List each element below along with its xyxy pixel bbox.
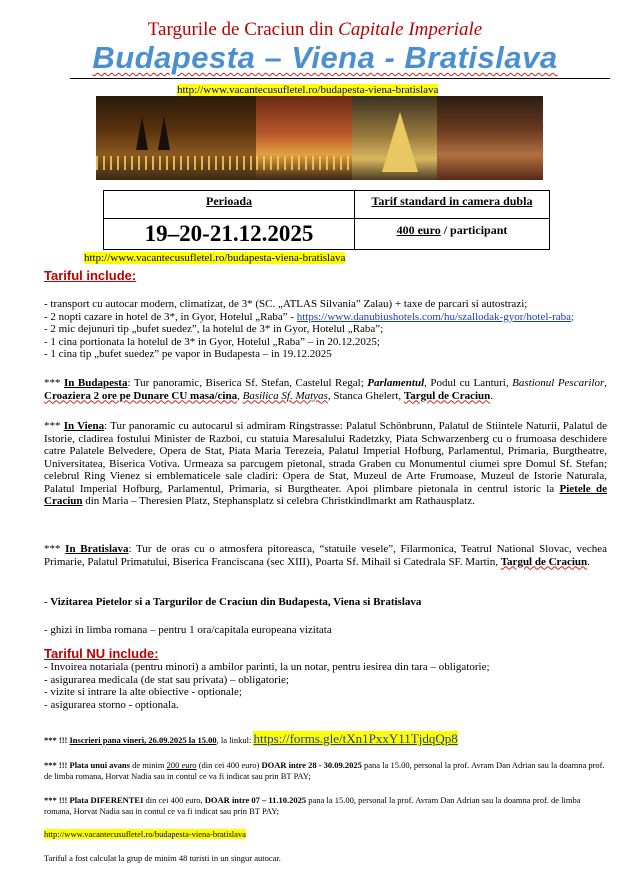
list-item: - asigurarea medicala (de stat sau privata) – obligatorie;: [44, 673, 289, 686]
price-suffix: / participant: [440, 223, 508, 237]
markets-text: Pietele de Craciun: [44, 482, 607, 507]
city-label: In Viena: [63, 420, 105, 432]
church-spire: [136, 116, 148, 150]
not-included-list: [44, 661, 614, 711]
title-text: Targurile de Craciun din: [147, 19, 339, 40]
para-prefix: *** !!!: [44, 795, 70, 805]
market-text: Targul de Craciun: [500, 555, 588, 568]
cruise-text: Croaziera 2 ore pe Dunare CU masa/cina: [44, 389, 238, 402]
list-item: - 1 cina tip „bufet suedez” pe vapor in Budapesta – in 19.12.2025: [44, 348, 332, 360]
church-spire: [158, 116, 170, 150]
vienna-paragraph: [44, 420, 607, 508]
subtitle-text: Budapesta – Viena - Bratislava: [92, 40, 558, 75]
list-item: - Invoirea notariala (pentru minori) a ambilor parinti, la un notar, pentru iesirea din tara – obligatorie;: [44, 661, 490, 673]
market-lights: [96, 156, 256, 170]
para-prefix: ***: [44, 543, 66, 555]
page-title: [0, 19, 630, 41]
bratislava-paragraph: [44, 543, 607, 568]
price-value: [355, 223, 549, 238]
registration-line: [44, 733, 609, 746]
photo-dolls: [437, 96, 543, 180]
para-text: : Tur panoramic, Biserica Sf. Stefan, Castelul Regal;: [127, 377, 368, 389]
list-item: [44, 311, 614, 324]
hotel-link[interactable]: https://www.danubiushotels.com/hu/szallodak-gyor/hotel-raba;: [296, 310, 575, 323]
para-prefix: *** !!!: [44, 735, 70, 745]
list-item: - vizite si intrare la alte obiective - optionale;: [44, 686, 242, 698]
not-included-heading: Tariful NU include:: [44, 646, 159, 661]
highlight-text: Parlamentul: [367, 377, 425, 389]
para-text: , Podul cu Lanturi,: [424, 377, 513, 389]
footer-link[interactable]: http://www.vacantecusufletel.ro/budapesta-viena-bratislava: [44, 829, 246, 839]
market-text: Targul de Craciun: [403, 389, 491, 402]
price-header: Tarif standard in camera dubla: [371, 194, 533, 208]
included-list: [44, 298, 614, 361]
para-prefix: *** !!!: [44, 760, 70, 770]
header-link[interactable]: http://www.vacantecusufletel.ro/budapesta-viena-bratislava: [177, 84, 439, 96]
list-item: - transport cu autocar modern, climatizat, de 3* (SC. „ATLAS Silvania” Zalau) + taxe de parcari si autostrazi;: [44, 298, 528, 310]
payment2-paragraph: [44, 795, 609, 817]
para-prefix: ***: [44, 377, 65, 389]
para-text: din Maria – Theresien Platz, Stephansplatz si celebra Christkindlmarkt am Rathausplatz.: [82, 495, 475, 507]
para-prefix: ***: [44, 420, 64, 432]
payment1-paragraph: [44, 760, 609, 782]
para-text: : Tur de oras cu o atmosfera pitoreasca, “statuile vesele”, Filarmonica, Teatrul National Slovac, vechea Primarie, Palatul Primatului, Biserica Franciscana (sec XIII), Poarta Sf. Mihail si Catedrala SF. Martin,: [44, 543, 607, 568]
highlight-text: Bastionul Pescarilor: [512, 377, 605, 389]
para-text: .: [587, 555, 590, 568]
para-text: pana la 15.00, personal la prof. Avram Dan Adrian sau la doamna prof. de limba romana, Horvat Nadia sau in contul ce va fi indicat sau prin BT PAY;: [44, 795, 581, 816]
title-divider: [70, 78, 610, 79]
photo-market-stalls: [256, 96, 352, 180]
para-text: , la linkul:: [216, 735, 254, 745]
para-text: de minim: [129, 760, 167, 770]
christmas-tree: [382, 112, 418, 172]
bold-text: Plata unui avans: [69, 760, 130, 770]
para-text: , Stanca Ghelert,: [327, 389, 404, 402]
para-text: ,: [237, 389, 243, 402]
price-amount: 400 euro: [396, 223, 441, 237]
para-text: ,: [604, 377, 608, 389]
bold-text: DOAR intre 28 - 30.09.2025: [261, 760, 362, 770]
page-subtitle: [0, 40, 630, 76]
guides-line: - ghizi in limba romana – pentru 1 ora/capitala europeana vizitata: [44, 624, 332, 636]
para-text: din cei 400 euro,: [143, 795, 205, 805]
bold-text: DOAR intre 07 – 11.10.2025: [204, 795, 307, 805]
photo-prague-market: [96, 96, 256, 180]
list-item: - 1 cina portionata la hotelul de 3* in Gyor, Hotelul „Raba” – in 20.12.2025;: [44, 335, 380, 348]
registration-label: Inscrieri pana vineri, 26.09.2025 la 15.00: [69, 735, 217, 745]
amount-text: 200 euro: [166, 760, 197, 770]
period-header: Perioada: [206, 194, 252, 208]
list-item: - asigurarea storno - optionala.: [44, 698, 179, 711]
list-item-text: - 2 nopti cazare in hotel de 3*, in Gyor, Hotelul „Raba” -: [44, 310, 297, 323]
budapest-paragraph: [44, 377, 607, 402]
form-link[interactable]: https://forms.gle/tXn1PxxY11TjdqQp8: [253, 731, 458, 746]
photo-strip: [96, 96, 543, 180]
city-label: In Budapesta: [64, 377, 128, 389]
highlight-text: Basilica Sf. Matyas: [242, 389, 328, 402]
table-link[interactable]: http://www.vacantecusufletel.ro/budapesta-viena-bratislava: [84, 252, 346, 264]
para-text: : Tur panoramic cu autocarul si admiram Ringstrasse: Palatul Schönbrunn, Palatul de Stiintele Naturii, Palatul de Istorie, cladirea fostului Minister de Razboi, cu statuia Maresalului Radetzky, Piata Schwarzenberg cu o frumoasa deschidere catre Palatele Belvedere, Opera de Stat, Piata Maria Terezeia, Palatul Imperial Hofburg, Parlamentul, Primaria, Burgtheatre, Universitatea, Biserica Votiva. Urmeaza sa parcugem pietonal, strada Graben cu Monumentul ciumei spre Domul Sf. Stefan; celebrul Ring Vienez si emblematicele sale cladiri: Opera de Stat, Muzeul de Arte Frumoase, Muzeul de Istorie Naturala, Palatul Imperial Hofburg, Parlamentul, Primaria, si Burgtheater. Apoi plimbare pietonala in centrul istoric la: [44, 420, 607, 495]
visit-line: - Vizitarea Pietelor si a Targurilor de Craciun din Budapesta, Viena si Bratislava: [44, 596, 422, 608]
footer-note: Tariful a fost calculat la grup de minim 48 turisti in un singur autocar.: [44, 853, 281, 863]
list-item: - 2 mic dejunuri tip „bufet suedez”, la hotelul de 3* in Gyor, Hotelul „Raba”;: [44, 323, 384, 335]
para-text: (din cei 400 euro): [196, 760, 262, 770]
photo-christmas-tree: [352, 96, 437, 180]
bold-text: Plata DIFERENTEI: [69, 795, 144, 805]
title-italic: Capitale Imperiale: [338, 19, 483, 40]
included-heading: Tariful include:: [44, 268, 137, 283]
table-divider: [104, 218, 549, 219]
para-text: .: [490, 389, 494, 402]
period-value: 19–20-21.12.2025: [144, 221, 314, 246]
market-lights: [256, 156, 352, 170]
price-table: [103, 190, 550, 250]
para-text: pana la 15.00, personal la prof. Avram Dan Adrian sau la doamna prof. de limba romana, Horvat Nadia sau in contul ce va fi indicat sau prin BT PAY;: [44, 760, 605, 781]
city-label: In Bratislava: [65, 543, 129, 555]
